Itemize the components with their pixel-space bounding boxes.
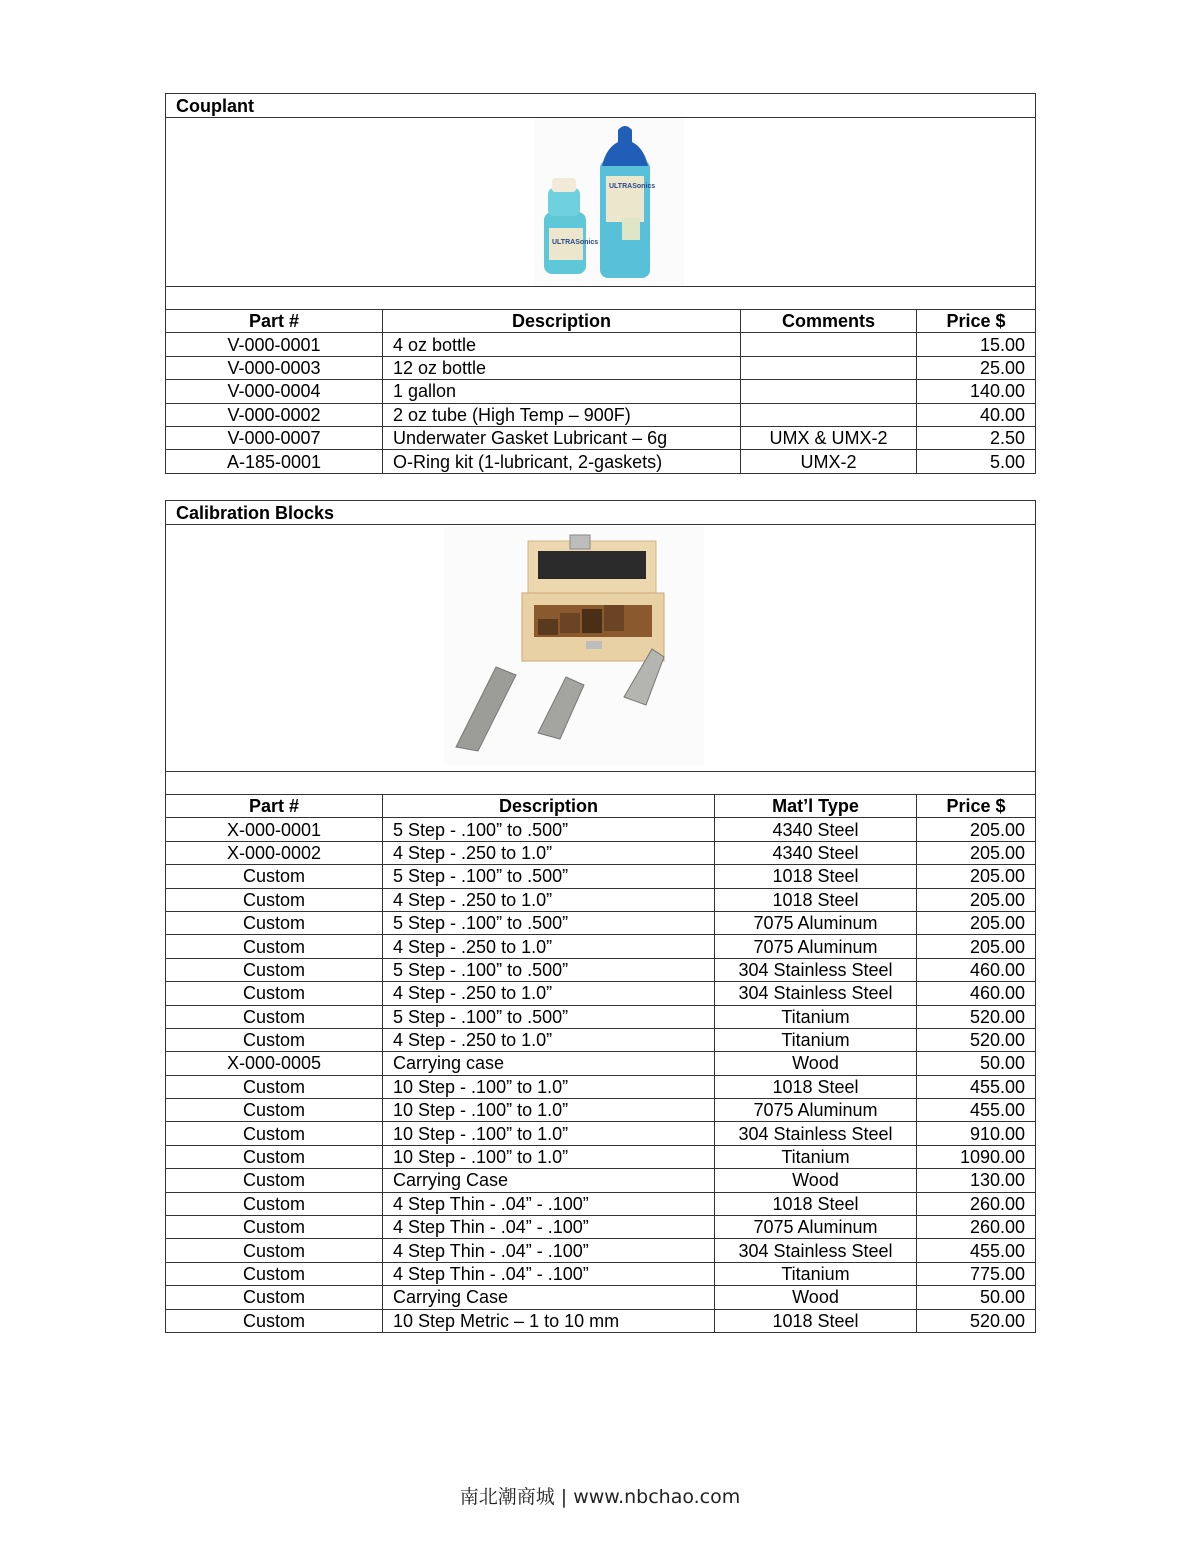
cell-price: 50.00 bbox=[917, 1286, 1036, 1309]
table-row bbox=[166, 1075, 1036, 1098]
cell-material: 7075 Aluminum bbox=[715, 935, 917, 958]
table-row bbox=[166, 1262, 1036, 1285]
cell-material: 4340 Steel bbox=[715, 841, 917, 864]
cell-description: O-Ring kit (1-lubricant, 2-gaskets) bbox=[383, 450, 741, 473]
cell-material: Wood bbox=[715, 1169, 917, 1192]
footer-watermark: 南北潮商城 | www.nbchao.com bbox=[459, 1486, 741, 1508]
cell-material: 304 Stainless Steel bbox=[715, 958, 917, 981]
couplant-section bbox=[165, 93, 1035, 474]
cell-part: X-000-0002 bbox=[166, 841, 383, 864]
table-row bbox=[166, 1052, 1036, 1075]
cell-material: Titanium bbox=[715, 1262, 917, 1285]
cell-material: 7075 Aluminum bbox=[715, 911, 917, 934]
cell-price: 260.00 bbox=[917, 1216, 1036, 1239]
cell-part: V-000-0004 bbox=[166, 380, 383, 403]
cell-description: 10 Step - .100” to 1.0” bbox=[383, 1099, 715, 1122]
cell-material: Titanium bbox=[715, 1028, 917, 1051]
col-header-part: Part # bbox=[166, 310, 383, 333]
cell-price: 455.00 bbox=[917, 1075, 1036, 1098]
cell-price: 40.00 bbox=[917, 403, 1036, 426]
cell-part: Custom bbox=[166, 1075, 383, 1098]
cell-material: Titanium bbox=[715, 1005, 917, 1028]
table-row bbox=[166, 450, 1036, 473]
calibration-section bbox=[165, 500, 1035, 1333]
cell-comments bbox=[741, 333, 917, 356]
cell-description: 4 Step - .250 to 1.0” bbox=[383, 888, 715, 911]
cell-part: Custom bbox=[166, 1169, 383, 1192]
cell-price: 25.00 bbox=[917, 356, 1036, 379]
cell-price: 520.00 bbox=[917, 1309, 1036, 1332]
cell-description: 4 oz bottle bbox=[383, 333, 741, 356]
table-row bbox=[166, 911, 1036, 934]
cell-description: 4 Step Thin - .04” - .100” bbox=[383, 1239, 715, 1262]
cell-description: 5 Step - .100” to .500” bbox=[383, 958, 715, 981]
couplant-image-cell bbox=[166, 118, 1036, 287]
cell-description: 4 Step - .250 to 1.0” bbox=[383, 982, 715, 1005]
cell-description: 2 oz tube (High Temp – 900F) bbox=[383, 403, 741, 426]
col-header-comments: Comments bbox=[741, 310, 917, 333]
cell-part: Custom bbox=[166, 982, 383, 1005]
cell-part: V-000-0003 bbox=[166, 356, 383, 379]
cell-description: 5 Step - .100” to .500” bbox=[383, 911, 715, 934]
table-row bbox=[166, 982, 1036, 1005]
cell-description: 10 Step - .100” to 1.0” bbox=[383, 1122, 715, 1145]
col-header-price: Price $ bbox=[917, 310, 1036, 333]
cell-material: 1018 Steel bbox=[715, 865, 917, 888]
cell-price: 205.00 bbox=[917, 935, 1036, 958]
calibration-image-cell bbox=[166, 525, 1036, 772]
table-row bbox=[166, 1145, 1036, 1168]
cell-price: 520.00 bbox=[917, 1005, 1036, 1028]
table-row bbox=[166, 403, 1036, 426]
cell-price: 1090.00 bbox=[917, 1145, 1036, 1168]
calibration-spacer-row bbox=[166, 772, 1036, 795]
cell-comments bbox=[741, 403, 917, 426]
table-row bbox=[166, 333, 1036, 356]
cell-price: 260.00 bbox=[917, 1192, 1036, 1215]
cell-price: 775.00 bbox=[917, 1262, 1036, 1285]
cell-material: 1018 Steel bbox=[715, 1309, 917, 1332]
cell-price: 460.00 bbox=[917, 958, 1036, 981]
cell-description: 1 gallon bbox=[383, 380, 741, 403]
couplant-title: Couplant bbox=[166, 94, 1036, 118]
table-row bbox=[166, 1216, 1036, 1239]
cell-price: 205.00 bbox=[917, 818, 1036, 841]
table-row bbox=[166, 426, 1036, 449]
cell-description: 10 Step Metric – 1 to 10 mm bbox=[383, 1309, 715, 1332]
col-header-price: Price $ bbox=[917, 795, 1036, 818]
couplant-spacer-row bbox=[166, 287, 1036, 310]
cell-part: Custom bbox=[166, 1099, 383, 1122]
cell-price: 910.00 bbox=[917, 1122, 1036, 1145]
couplant-header-row bbox=[166, 310, 1036, 333]
cell-material: 1018 Steel bbox=[715, 1075, 917, 1098]
cell-material: Wood bbox=[715, 1052, 917, 1075]
cell-description: 4 Step - .250 to 1.0” bbox=[383, 841, 715, 864]
table-row bbox=[166, 1192, 1036, 1215]
cell-comments bbox=[741, 356, 917, 379]
cell-description: 5 Step - .100” to .500” bbox=[383, 865, 715, 888]
cell-description: 4 Step - .250 to 1.0” bbox=[383, 1028, 715, 1051]
cell-part: Custom bbox=[166, 935, 383, 958]
table-row bbox=[166, 1122, 1036, 1145]
cell-part: X-000-0005 bbox=[166, 1052, 383, 1075]
cell-part: Custom bbox=[166, 1028, 383, 1051]
cell-price: 15.00 bbox=[917, 333, 1036, 356]
cell-description: 4 Step Thin - .04” - .100” bbox=[383, 1216, 715, 1239]
cell-description: 4 Step - .250 to 1.0” bbox=[383, 935, 715, 958]
cell-part: Custom bbox=[166, 1005, 383, 1028]
table-row bbox=[166, 1028, 1036, 1051]
cell-part: X-000-0001 bbox=[166, 818, 383, 841]
cell-part: Custom bbox=[166, 1309, 383, 1332]
table-row bbox=[166, 1005, 1036, 1028]
cell-part: Custom bbox=[166, 1192, 383, 1215]
cell-description: Underwater Gasket Lubricant – 6g bbox=[383, 426, 741, 449]
cell-part: V-000-0002 bbox=[166, 403, 383, 426]
cell-description: 5 Step - .100” to .500” bbox=[383, 818, 715, 841]
cell-part: V-000-0007 bbox=[166, 426, 383, 449]
cell-price: 130.00 bbox=[917, 1169, 1036, 1192]
col-header-material: Mat’l Type bbox=[715, 795, 917, 818]
cell-description: 4 Step Thin - .04” - .100” bbox=[383, 1192, 715, 1215]
table-row bbox=[166, 818, 1036, 841]
cell-comments: UMX & UMX-2 bbox=[741, 426, 917, 449]
calibration-title: Calibration Blocks bbox=[166, 501, 1036, 525]
cell-material: 1018 Steel bbox=[715, 888, 917, 911]
cell-description: Carrying Case bbox=[383, 1286, 715, 1309]
cell-material: Wood bbox=[715, 1286, 917, 1309]
cell-part: Custom bbox=[166, 1239, 383, 1262]
cell-material: 304 Stainless Steel bbox=[715, 982, 917, 1005]
cell-price: 205.00 bbox=[917, 841, 1036, 864]
table-row bbox=[166, 1286, 1036, 1309]
cell-price: 205.00 bbox=[917, 911, 1036, 934]
cell-material: 4340 Steel bbox=[715, 818, 917, 841]
couplant-table bbox=[165, 93, 1036, 474]
cell-description: Carrying case bbox=[383, 1052, 715, 1075]
cell-description: Carrying Case bbox=[383, 1169, 715, 1192]
cell-price: 455.00 bbox=[917, 1239, 1036, 1262]
cell-price: 455.00 bbox=[917, 1099, 1036, 1122]
cell-part: Custom bbox=[166, 911, 383, 934]
cell-part: Custom bbox=[166, 865, 383, 888]
table-row bbox=[166, 1239, 1036, 1262]
table-row bbox=[166, 1309, 1036, 1332]
cell-price: 460.00 bbox=[917, 982, 1036, 1005]
cell-material: 7075 Aluminum bbox=[715, 1216, 917, 1239]
cell-part: Custom bbox=[166, 958, 383, 981]
col-header-part: Part # bbox=[166, 795, 383, 818]
couplant-bottles-image bbox=[166, 118, 1036, 286]
cell-description: 10 Step - .100” to 1.0” bbox=[383, 1145, 715, 1168]
cell-comments: UMX-2 bbox=[741, 450, 917, 473]
cell-price: 5.00 bbox=[917, 450, 1036, 473]
cell-price: 140.00 bbox=[917, 380, 1036, 403]
cell-material: 7075 Aluminum bbox=[715, 1099, 917, 1122]
table-row bbox=[166, 888, 1036, 911]
table-row bbox=[166, 935, 1036, 958]
cell-price: 2.50 bbox=[917, 426, 1036, 449]
table-row bbox=[166, 958, 1036, 981]
cell-description: 10 Step - .100” to 1.0” bbox=[383, 1075, 715, 1098]
table-row bbox=[166, 380, 1036, 403]
table-row bbox=[166, 865, 1036, 888]
cell-part: V-000-0001 bbox=[166, 333, 383, 356]
cell-part: Custom bbox=[166, 1122, 383, 1145]
cell-price: 205.00 bbox=[917, 865, 1036, 888]
cell-part: Custom bbox=[166, 888, 383, 911]
table-row bbox=[166, 356, 1036, 379]
cell-material: 304 Stainless Steel bbox=[715, 1122, 917, 1145]
cell-part: Custom bbox=[166, 1216, 383, 1239]
cell-price: 520.00 bbox=[917, 1028, 1036, 1051]
calibration-header-row bbox=[166, 795, 1036, 818]
cell-material: Titanium bbox=[715, 1145, 917, 1168]
cell-part: Custom bbox=[166, 1286, 383, 1309]
calibration-blocks-image bbox=[166, 525, 1036, 771]
cell-price: 50.00 bbox=[917, 1052, 1036, 1075]
cell-description: 5 Step - .100” to .500” bbox=[383, 1005, 715, 1028]
cell-description: 12 oz bottle bbox=[383, 356, 741, 379]
cell-part: A-185-0001 bbox=[166, 450, 383, 473]
couplant-small-bottle-label: ULTRASonics bbox=[552, 239, 599, 246]
col-header-description: Description bbox=[383, 795, 715, 818]
couplant-large-bottle-label: ULTRASonics bbox=[609, 183, 656, 190]
table-row bbox=[166, 1099, 1036, 1122]
cell-part: Custom bbox=[166, 1145, 383, 1168]
cell-material: 304 Stainless Steel bbox=[715, 1239, 917, 1262]
table-row bbox=[166, 841, 1036, 864]
cell-comments bbox=[741, 380, 917, 403]
col-header-description: Description bbox=[383, 310, 741, 333]
cell-part: Custom bbox=[166, 1262, 383, 1285]
cell-price: 205.00 bbox=[917, 888, 1036, 911]
cell-material: 1018 Steel bbox=[715, 1192, 917, 1215]
cell-description: 4 Step Thin - .04” - .100” bbox=[383, 1262, 715, 1285]
table-row bbox=[166, 1169, 1036, 1192]
calibration-table bbox=[165, 500, 1036, 1333]
